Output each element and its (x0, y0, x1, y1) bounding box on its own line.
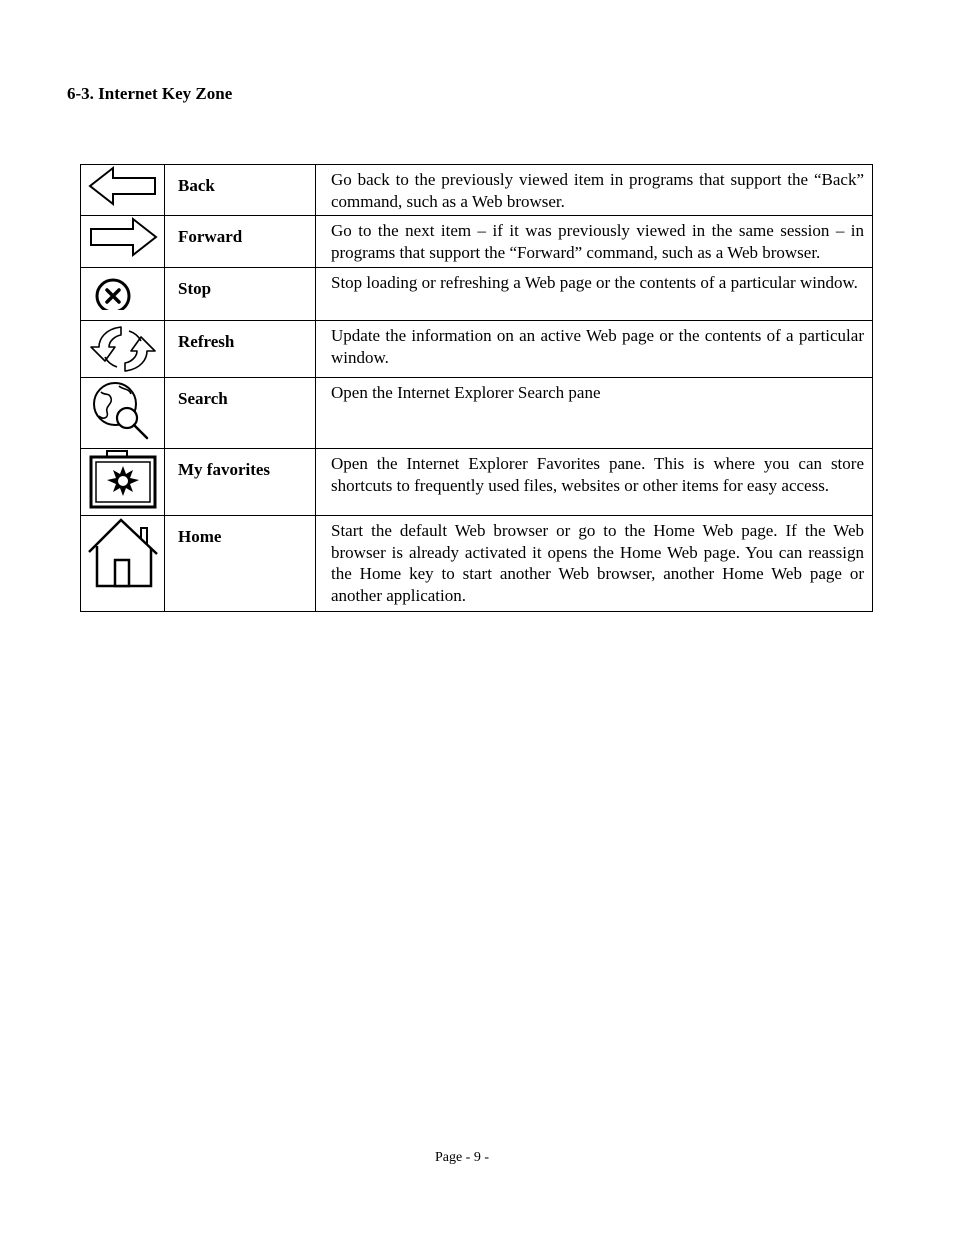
key-name: Stop (165, 268, 316, 321)
table-row (81, 516, 873, 612)
refresh-icon (87, 321, 159, 377)
icon-cell (81, 165, 165, 216)
key-name: My favorites (165, 449, 316, 516)
icon-cell (81, 449, 165, 516)
key-description: Open the Internet Explorer Search pane (316, 378, 873, 449)
key-description: Start the default Web browser or go to the Home Web page. If the Web browser is already activated it opens the Home Web page. You can reassign the Home key to start another Web browser, another Home Web page or another application. (316, 516, 873, 612)
table-row (81, 321, 873, 378)
key-name: Search (165, 378, 316, 449)
search-globe-icon (87, 378, 159, 442)
key-description: Go back to the previously viewed item in programs that support the “Back” command, such as a Web browser. (316, 165, 873, 216)
icon-cell (81, 216, 165, 268)
page-number: Page - 9 - (434, 1150, 490, 1165)
icon-cell (81, 516, 165, 612)
key-name: Refresh (165, 321, 316, 378)
table-row (81, 378, 873, 449)
table-row (81, 216, 873, 268)
section-heading: 6-3. Internet Key Zone (67, 84, 233, 103)
favorites-folder-icon (87, 449, 159, 511)
internet-keys-table (80, 164, 873, 612)
key-name: Home (165, 516, 316, 612)
icon-cell (81, 321, 165, 378)
key-description: Update the information on an active Web page or the contents of a particular window. (316, 321, 873, 378)
key-name: Back (165, 165, 316, 216)
home-icon (87, 516, 159, 588)
table-row (81, 268, 873, 321)
stop-icon (87, 268, 159, 310)
key-description: Go to the next item – if it was previously viewed in the same session – in programs that support the “Forward” command, such as a Web browser. (316, 216, 873, 268)
forward-arrow-icon (87, 216, 159, 258)
icon-cell (81, 378, 165, 449)
key-description: Open the Internet Explorer Favorites pane. This is where you can store shortcuts to frequently used files, websites or other items for easy access. (316, 449, 873, 516)
table-row (81, 165, 873, 216)
table-row (81, 449, 873, 516)
key-description: Stop loading or refreshing a Web page or the contents of a particular window. (316, 268, 873, 321)
key-name: Forward (165, 216, 316, 268)
icon-cell (81, 268, 165, 321)
back-arrow-icon (87, 165, 159, 207)
